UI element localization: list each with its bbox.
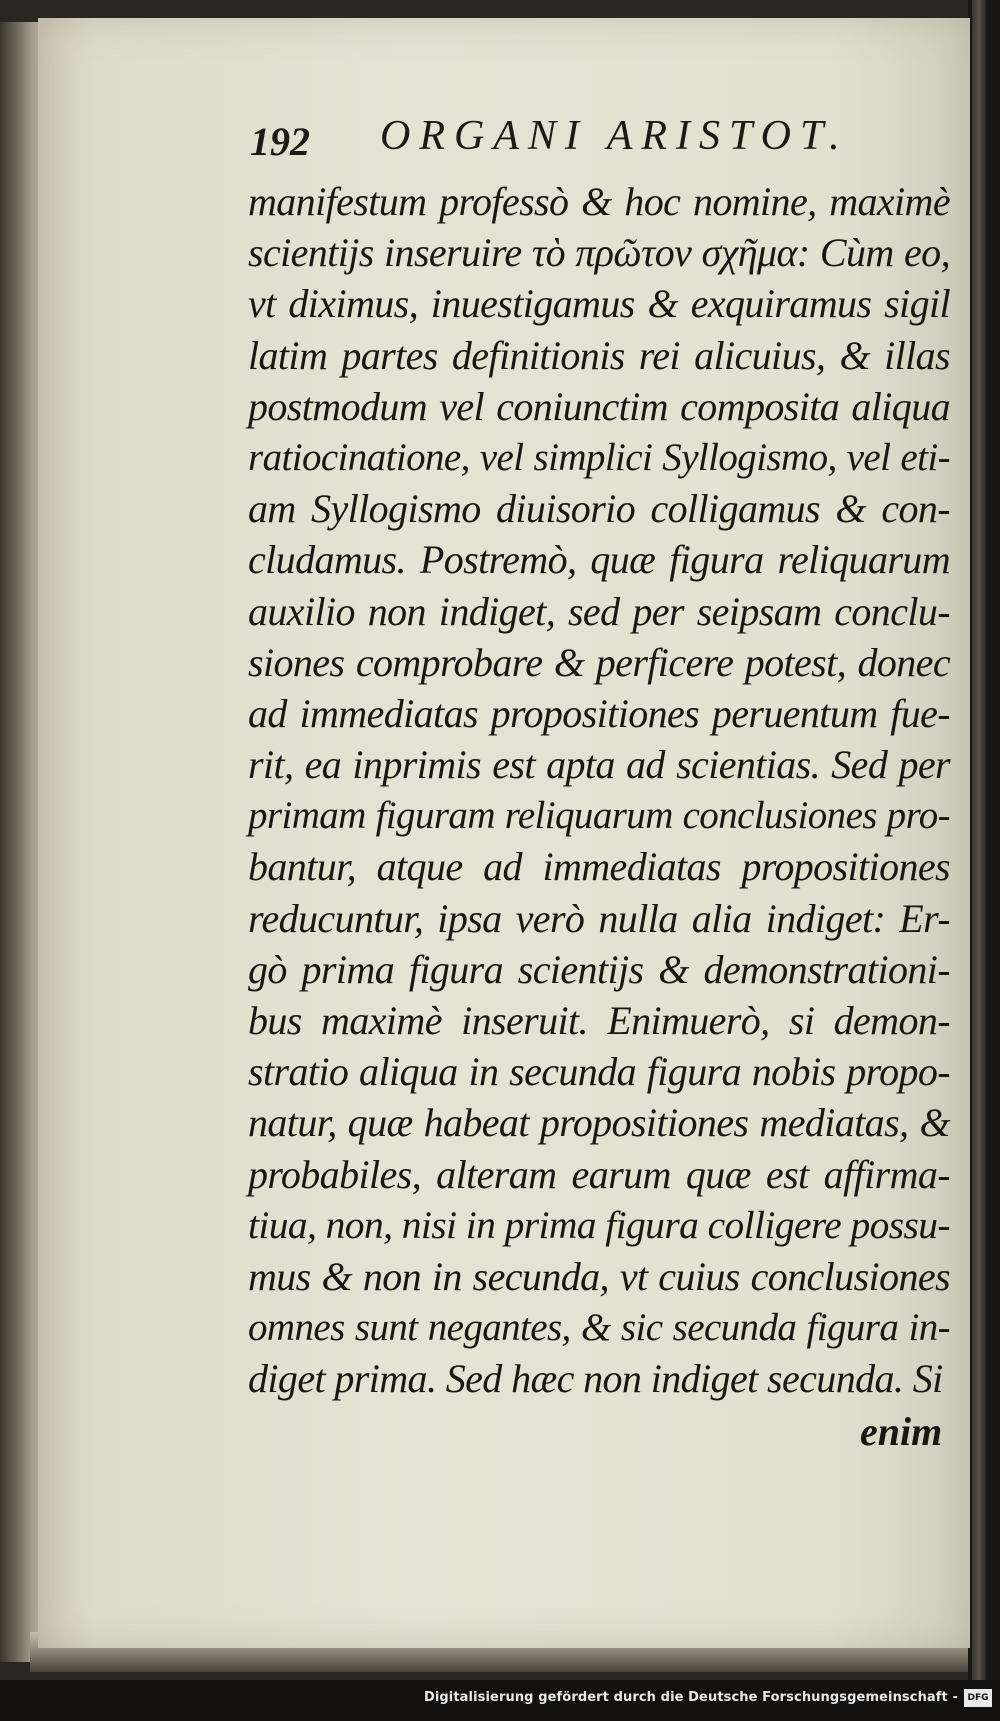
text-line: ad immediatas propositiones peruentum fue- — [248, 690, 950, 736]
text-line: natur, quæ habeat propositiones mediatas, & — [248, 1100, 950, 1146]
binding-band — [972, 0, 986, 1680]
text-line: am Syllogismo diuisorio colligamus & con- — [248, 486, 950, 532]
funding-credit: Digitalisierung gefördert durch die Deutsche Forschungsgemeinschaft - — [423, 1690, 958, 1705]
text-line: vt diximus, inuestigamus & exquiramus sigil — [248, 281, 950, 327]
dfg-logo-icon: DFG — [964, 1689, 992, 1707]
text-line: manifestum professò & hoc nomine, maximè — [248, 179, 950, 224]
text-line: probabiles, alteram earum quæ est affirma- — [248, 1151, 950, 1197]
text-line: mus & non in secunda, vt cuius conclusiones — [248, 1253, 950, 1299]
text-line: bus maximè inseruit. Enimuerò, si demon- — [248, 998, 950, 1043]
text-line: gò prima figura scientijs & demonstrationi- — [248, 946, 950, 992]
text-line: omnes sunt negantes, & sic secunda figura in- — [248, 1306, 950, 1350]
text-line: primam figuram reliquarum conclusiones pro- — [248, 794, 950, 838]
text-line: reducuntur, ipsa verò nulla alia indiget: Er- — [248, 895, 950, 941]
body-text — [248, 176, 950, 1405]
text-line: ratiocinatione, vel simplici Syllogismo, vel eti- — [248, 435, 950, 479]
page-header — [250, 112, 870, 168]
text-line: latim partes definitionis rei alicuius, & illas — [248, 332, 950, 378]
text-line: stratio aliqua in secunda figura nobis propo- — [248, 1049, 950, 1095]
running-title: ORGANI ARISTOT. — [380, 113, 849, 159]
text-line: cludamus. Postremò, quæ figura reliquarum — [248, 537, 950, 583]
text-line: rit, ea inprimis est apta ad scientias. Sed per — [248, 742, 950, 788]
digitization-footer — [0, 1680, 1000, 1721]
text-line: tiua, non, nisi in prima figura colligere possu- — [248, 1202, 950, 1247]
text-line: scientijs inseruire τὸ πρῶτον σχῆμα: Cùm eo, — [248, 230, 950, 276]
text-line: diget prima. Sed hæc non indiget secunda. Si — [248, 1356, 943, 1402]
catchword: enim — [860, 1409, 943, 1454]
text-line: siones comprobare & perficere potest, donec — [248, 639, 950, 685]
binding-strip — [968, 0, 1000, 1680]
text-line: bantur, atque ad immediatas propositiones — [248, 844, 950, 890]
page-number: 192 — [250, 119, 310, 164]
text-line: postmodum vel coniunctim composita aliqua — [248, 383, 950, 429]
text-line: auxilio non indiget, sed per seipsam conclu- — [248, 588, 950, 634]
